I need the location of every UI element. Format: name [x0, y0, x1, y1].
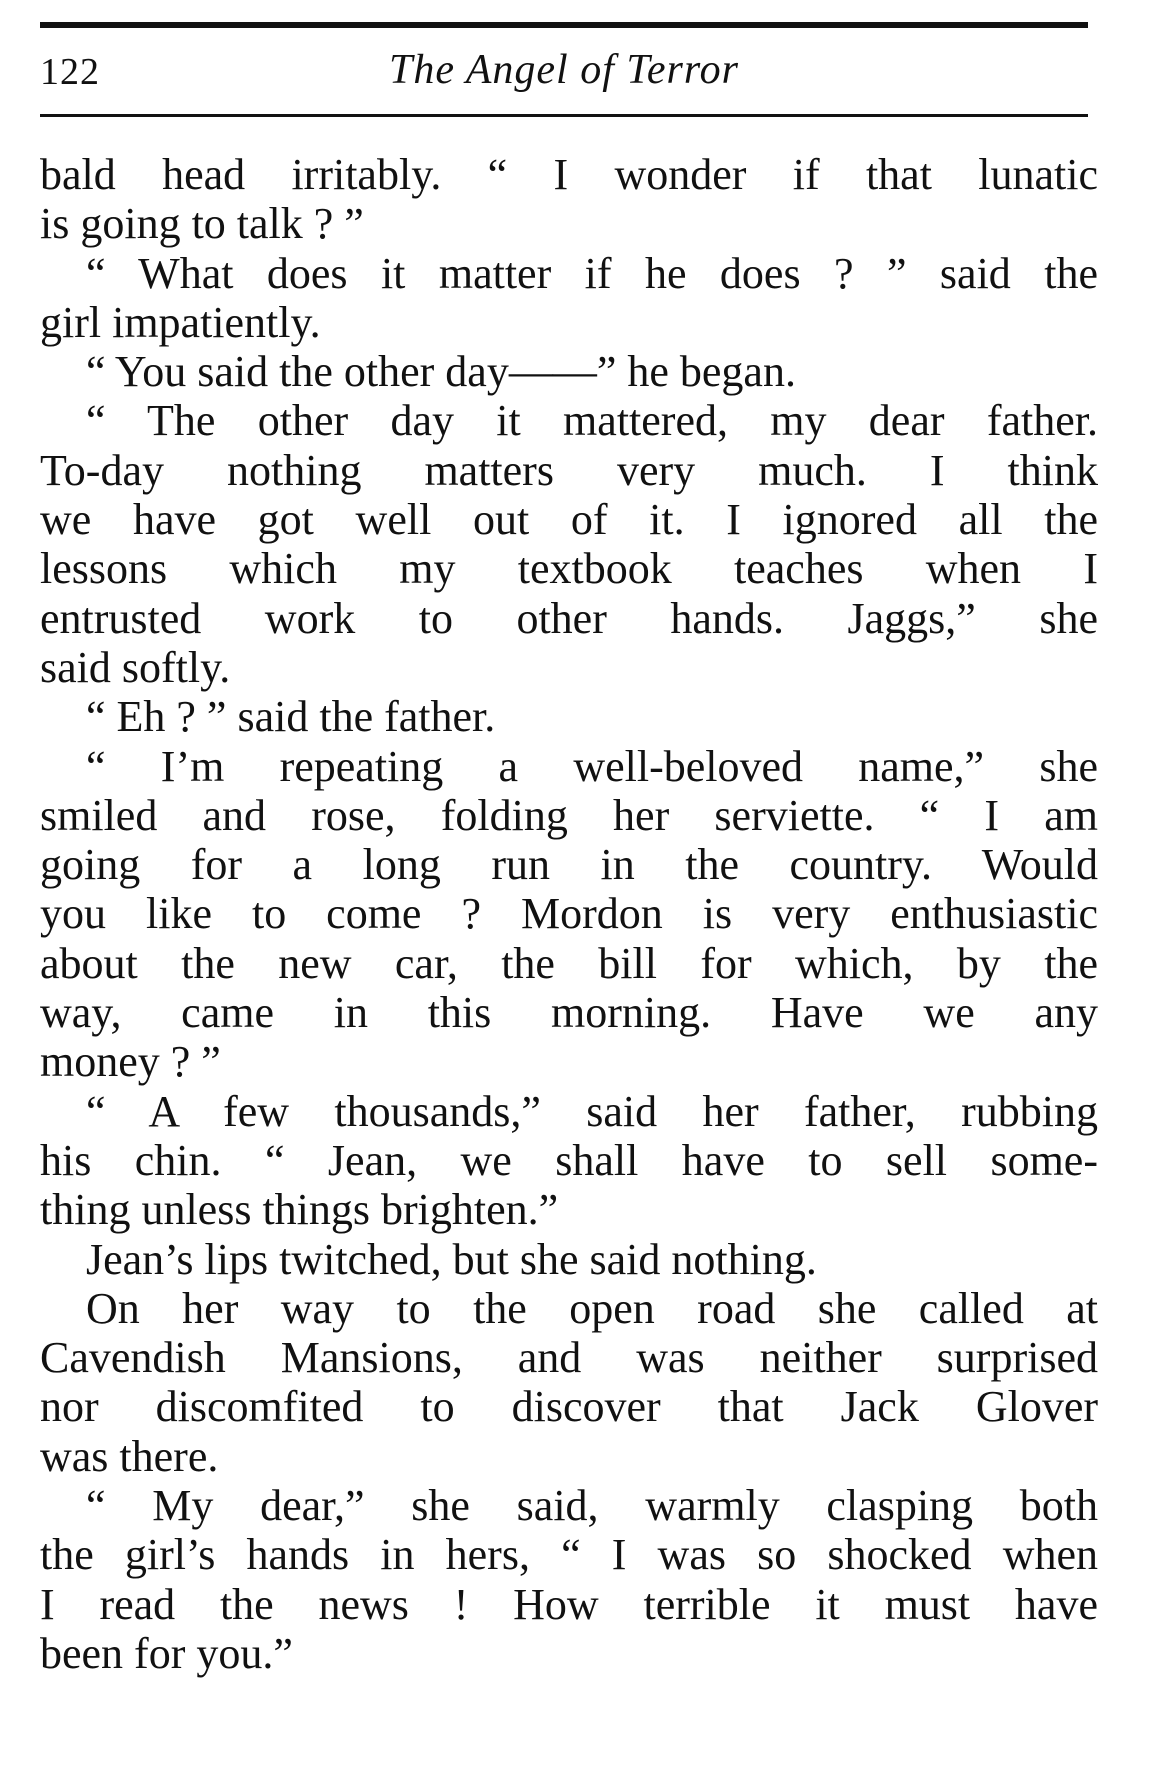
text-line: “ What does it matter if he does ? ” said the [86, 248, 1098, 298]
text-line: Jean’s lips twitched, but she said nothing. [86, 1234, 817, 1284]
text-line: I read the news ! How terrible it must have [40, 1579, 1098, 1629]
text-line: “ The other day it mattered, my dear father. [86, 396, 1098, 446]
text-line: about the new car, the bill for which, by the [40, 938, 1098, 988]
text-line: thing unless things brighten.” [40, 1185, 559, 1235]
text-line: Cavendish Mansions, and was neither surprised [40, 1333, 1098, 1383]
text-line: “ I’m repeating a well-beloved name,” she [86, 741, 1098, 791]
text-line: was there. [40, 1431, 219, 1481]
text-line: way, came in this morning. Have we any [40, 988, 1098, 1038]
text-line: “ You said the other day——” he began. [86, 347, 796, 397]
text-line: “ My dear,” she said, warmly clasping both [86, 1481, 1098, 1531]
text-line: been for you.” [40, 1628, 293, 1678]
header-top-rule [40, 22, 1088, 28]
text-line: bald head irritably. “ I wonder if that lunatic [40, 150, 1098, 199]
text-line: entrusted work to other hands. Jaggs,” she [40, 593, 1098, 643]
header-bottom-rule [40, 114, 1088, 117]
book-page [40, 0, 1112, 1770]
body-text [40, 150, 1098, 1678]
text-line: is going to talk ? ” [40, 199, 364, 249]
text-line: said softly. [40, 642, 231, 692]
text-line: money ? ” [40, 1037, 221, 1087]
text-line: we have got well out of it. I ignored all the [40, 495, 1098, 545]
text-line: going for a long run in the country. Would [40, 840, 1098, 890]
text-line: nor discomfited to discover that Jack Glover [40, 1382, 1098, 1432]
text-line: the girl’s hands in hers, “ I was so shocked when [40, 1530, 1098, 1580]
text-line: On her way to the open road she called at [86, 1283, 1098, 1333]
text-line: “ Eh ? ” said the father. [86, 692, 496, 742]
text-line: his chin. “ Jean, we shall have to sell some- [40, 1135, 1098, 1185]
text-line: smiled and rose, folding her serviette. “ I am [40, 790, 1098, 840]
running-title: The Angel of Terror [389, 47, 739, 93]
text-line: To-day nothing matters very much. I think [40, 445, 1098, 495]
text-line: girl impatiently. [40, 297, 321, 347]
running-head [40, 44, 1088, 104]
text-line: “ A few thousands,” said her father, rubbing [86, 1086, 1098, 1136]
page-number: 122 [40, 51, 100, 93]
text-line: you like to come ? Mordon is very enthusiastic [40, 889, 1098, 939]
text-line: lessons which my textbook teaches when I [40, 544, 1098, 594]
